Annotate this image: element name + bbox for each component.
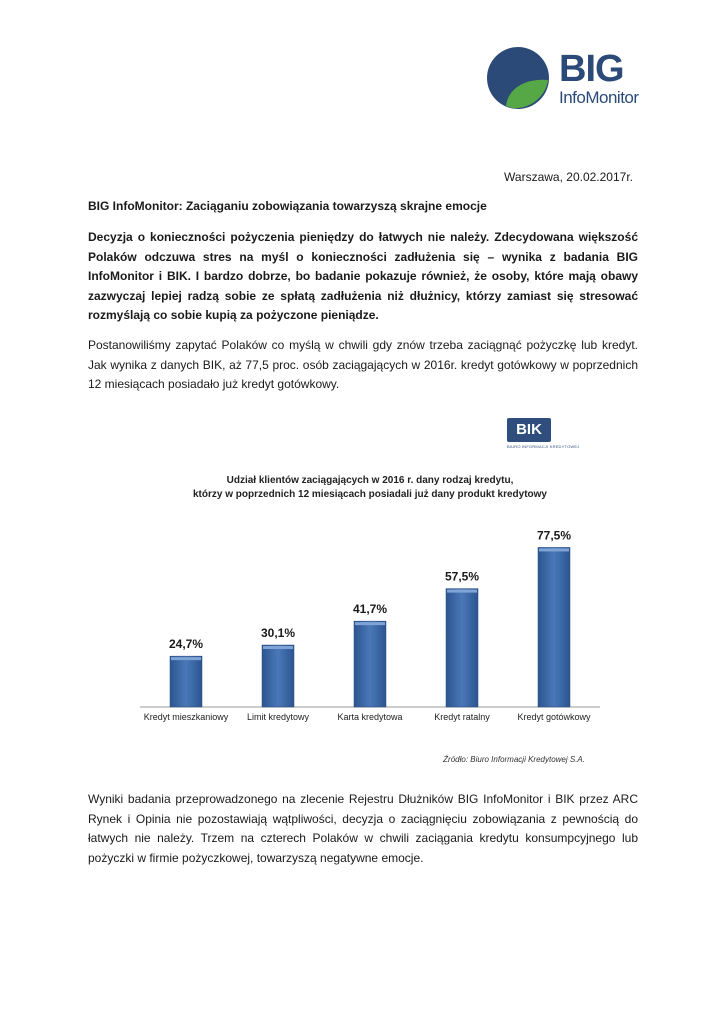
chart-bar	[170, 656, 202, 707]
chart-data-label: 41,7%	[352, 602, 388, 617]
bik-logo-subtitle: BIURO INFORMACJI KREDYTOWEJ	[507, 444, 580, 449]
chart-bar-highlight	[171, 657, 201, 660]
chart-bar	[446, 589, 478, 707]
body-paragraph-2: Wyniki badania przeprowadzonego na zlecenie Rejestru Dłużników BIG InfoMonitor i BIK przez ARC Rynek i Opinia nie pozostawiają wątpliwości, decyzja o zaciągnięciu zobowiązania z pewnością do łatwych nie należy. Trzem na czterech Polaków w chwili zaciągania kredytu konsumpcyjnego lub pożyczki w firmie pożyczkowej, towarzyszą negatywne emocje.	[88, 792, 638, 865]
big-infomonitor-logo	[486, 44, 639, 114]
bik-logo	[507, 418, 580, 458]
logo-big-text: BIG	[559, 48, 624, 90]
chart-bar	[538, 547, 570, 707]
chart-data-label: 30,1%	[260, 626, 296, 641]
chart-category-label: Limit kredytowy	[246, 712, 310, 722]
lead-paragraph: Decyzja o konieczności pożyczenia pieniędzy do łatwych nie należy. Zdecydowana większość Polaków odczuwa stres na myśl o konieczności zadłużenia się – wynika z badania BIG InfoMonitor i BIK. I bardzo dobrze, bo badanie pokazuje również, że osoby, które mają obawy zazwyczaj lepiej radzą sobie ze spłatą zadłużenia niż dłużnicy, którzy zamiast się stresować rozmyślają co sobie kupią za pożyczone pieniądze.	[88, 230, 638, 322]
bik-logo-text: BIK	[507, 418, 551, 442]
chart-source: Źródło: Biuro Informacji Kredytowej S.A.	[443, 755, 585, 764]
chart-bar	[262, 645, 294, 707]
chart-bar-highlight	[447, 590, 477, 593]
chart-category-label: Karta kredytowa	[337, 712, 403, 722]
body-paragraph-1: Postanowiliśmy zapytać Polaków co myślą w chwili gdy znów trzeba zaciągnąć pożyczkę lub kredyt. Jak wynika z danych BIK, aż 77,5 proc. osób zaciągających w 2016r. kredyt gotówkowy w poprzednich 12 miesiącach posiadało już kredyt gotówkowy.	[88, 338, 638, 391]
chart-bar-highlight	[539, 548, 569, 551]
logo-infomonitor-text: InfoMonitor	[559, 88, 639, 107]
chart-bar	[354, 621, 386, 707]
document-date: Warszawa, 20.02.2017r.	[504, 170, 633, 184]
chart-plot	[140, 470, 600, 730]
document-title: BIG InfoMonitor: Zaciąganiu zobowiązania towarzyszą skrajne emocje	[88, 199, 487, 213]
bar-chart	[140, 470, 600, 730]
chart-data-label: 24,7%	[168, 637, 204, 652]
logo-globe-icon	[486, 44, 556, 114]
chart-data-label: 57,5%	[444, 569, 480, 584]
chart-title-line-2: którzy w poprzednich 12 miesiącach posiadali już dany produkt kredytowy	[193, 489, 547, 500]
chart-data-label: 77,5%	[536, 528, 572, 543]
chart-bar-highlight	[355, 622, 385, 625]
chart-bar-highlight	[263, 646, 293, 649]
chart-title-line-1: Udział klientów zaciągających w 2016 r. dany rodzaj kredytu,	[226, 475, 514, 486]
chart-category-label: Kredyt gotówkowy	[517, 712, 591, 722]
chart-category-label: Kredyt mieszkaniowy	[143, 712, 229, 722]
chart-category-label: Kredyt ratalny	[434, 712, 490, 722]
